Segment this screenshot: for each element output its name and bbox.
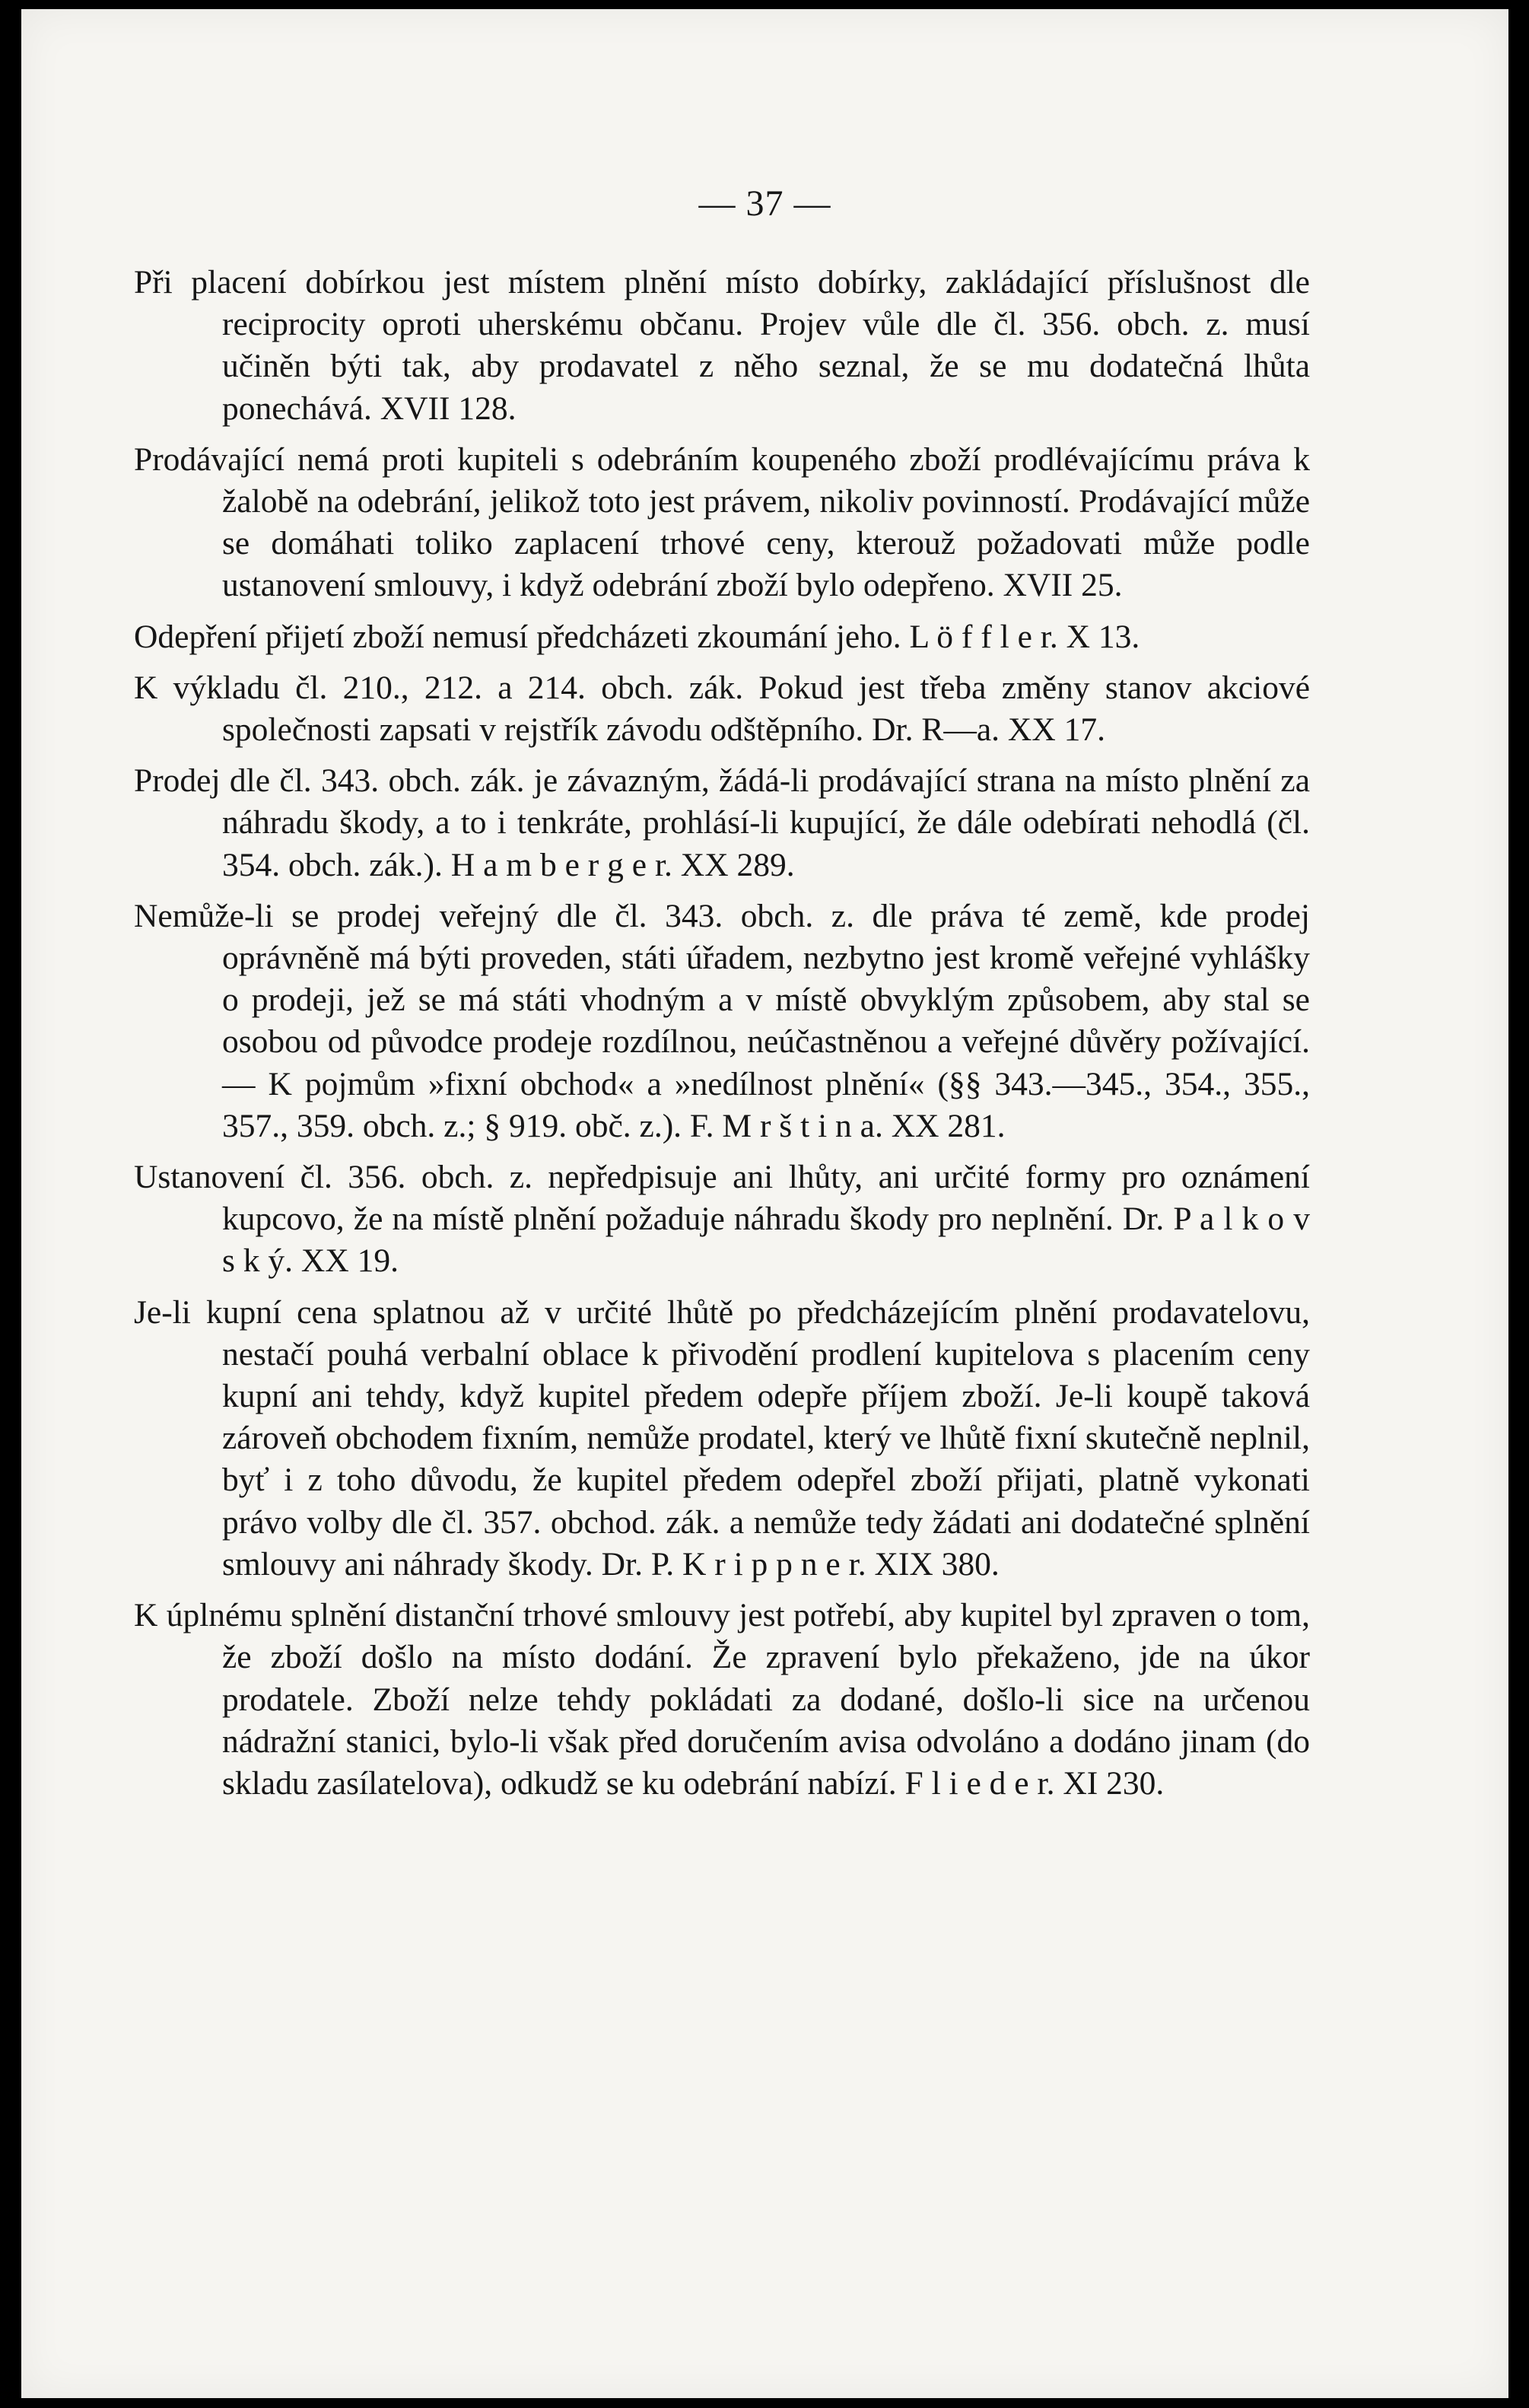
paragraph-entry: Je-li kupní cena splatnou až v určité lhůtě po předcházejícím plnění prodavatelovu, nestačí pouhá verbalní oblace k přivodění prodlení kupitelova s placením ceny kupní ani tehdy, když kupitel předem odepře příjem zboží. Je-li koupě taková zároveň obchodem fixním, nemůže prodatel, který ve lhůtě fixní skutečně neplnil, byť i z toho důvodu, že kupitel předem odepřel zboží přijati, platně vykonati právo volby dle čl. 357. obchod. zák. a nemůže tedy žádati ani dodatečné splnění smlouvy ani náhrady škody. Dr. P. K r i p p n e r. XIX 380. <box>134 1293 1310 1583</box>
paragraph-entry: Prodej dle čl. 343. obch. zák. je závazným, žádá-li prodávající strana na místo plnění za náhradu škody, a to i tenkráte, prohlásí-li kupující, že dále odebírati nehodlá (čl. 354. obch. zák.). H a m b e r g e r. XX 289. <box>134 762 1310 883</box>
paragraph-entry: Nemůže-li se prodej veřejný dle čl. 343. obch. z. dle práva té země, kde prodej oprávněně má býti proveden, státi úřadem, nezbytno jest kromě veřejné vyhlášky o prodeji, jež se má státi vhodným a v místě obvyklým způsobem, aby stal se osobou od původce prodeje rozdílnou, neúčastněnou a veřejné důvěry požívající. — K pojmům »fixní obchod« a »nedílnost plnění« (§§ 343.—345., 354., 355., 357., 359. obch. z.; § 919. obč. z.). F. M r š t i n a. XX 281. <box>134 897 1310 1144</box>
paragraph-entry: Prodávající nemá proti kupiteli s odebráním koupeného zboží prodlévajícímu práva k žalobě na odebrání, jelikož toto jest právem, nikoliv povinností. Prodávající může se domáhati toliko zaplacení trhové ceny, kterouž požadovati může podle ustanovení smlouvy, i když odebrání zboží bylo odepřeno. XVII 25. <box>134 441 1310 604</box>
page-number: — 37 — <box>698 183 831 224</box>
paragraph-entry: Odepření přijetí zboží nemusí předcházeti zkoumání jeho. L ö f f l e r. X 13. <box>134 618 1140 655</box>
paragraph-entry: K výkladu čl. 210., 212. a 214. obch. zák. Pokud jest třeba změny stanov akciové společnosti zapsati v rejstřík závodu odštěpního. Dr. R—a. XX 17. <box>134 669 1310 749</box>
paragraph-entry: Při placení dobírkou jest místem plnění místo dobírky, zakládající příslušnost dle reciprocity oproti uherskému občanu. Projev vůle dle čl. 356. obch. z. musí učiněn býti tak, aby prodavatel z něho seznal, že se mu dodatečná lhůta ponechává. XVII 128. <box>134 264 1310 427</box>
document-page <box>21 9 1508 2398</box>
page-body <box>134 262 1310 1805</box>
paragraph-entry: K úplnému splnění distanční trhové smlouvy jest potřebí, aby kupitel byl zpraven o tom, že zboží došlo na místo dodání. Že zpravení bylo překaženo, jde na úkor prodatele. Zboží nelze tehdy pokládati za dodané, došlo-li sice na určenou nádražní stanici, bylo-li však před doručením avisa odvoláno a dodáno jinam (do skladu zasílatelova), odkudž se ku odebrání nabízí. F l i e d e r. XI 230. <box>134 1597 1310 1802</box>
paragraph-entry: Ustanovení čl. 356. obch. z. nepředpisuje ani lhůty, ani určité formy pro oznámení kupcovo, že na místě plnění požaduje náhradu škody pro neplnění. Dr. P a l k o v s k ý. XX 19. <box>134 1159 1310 1280</box>
